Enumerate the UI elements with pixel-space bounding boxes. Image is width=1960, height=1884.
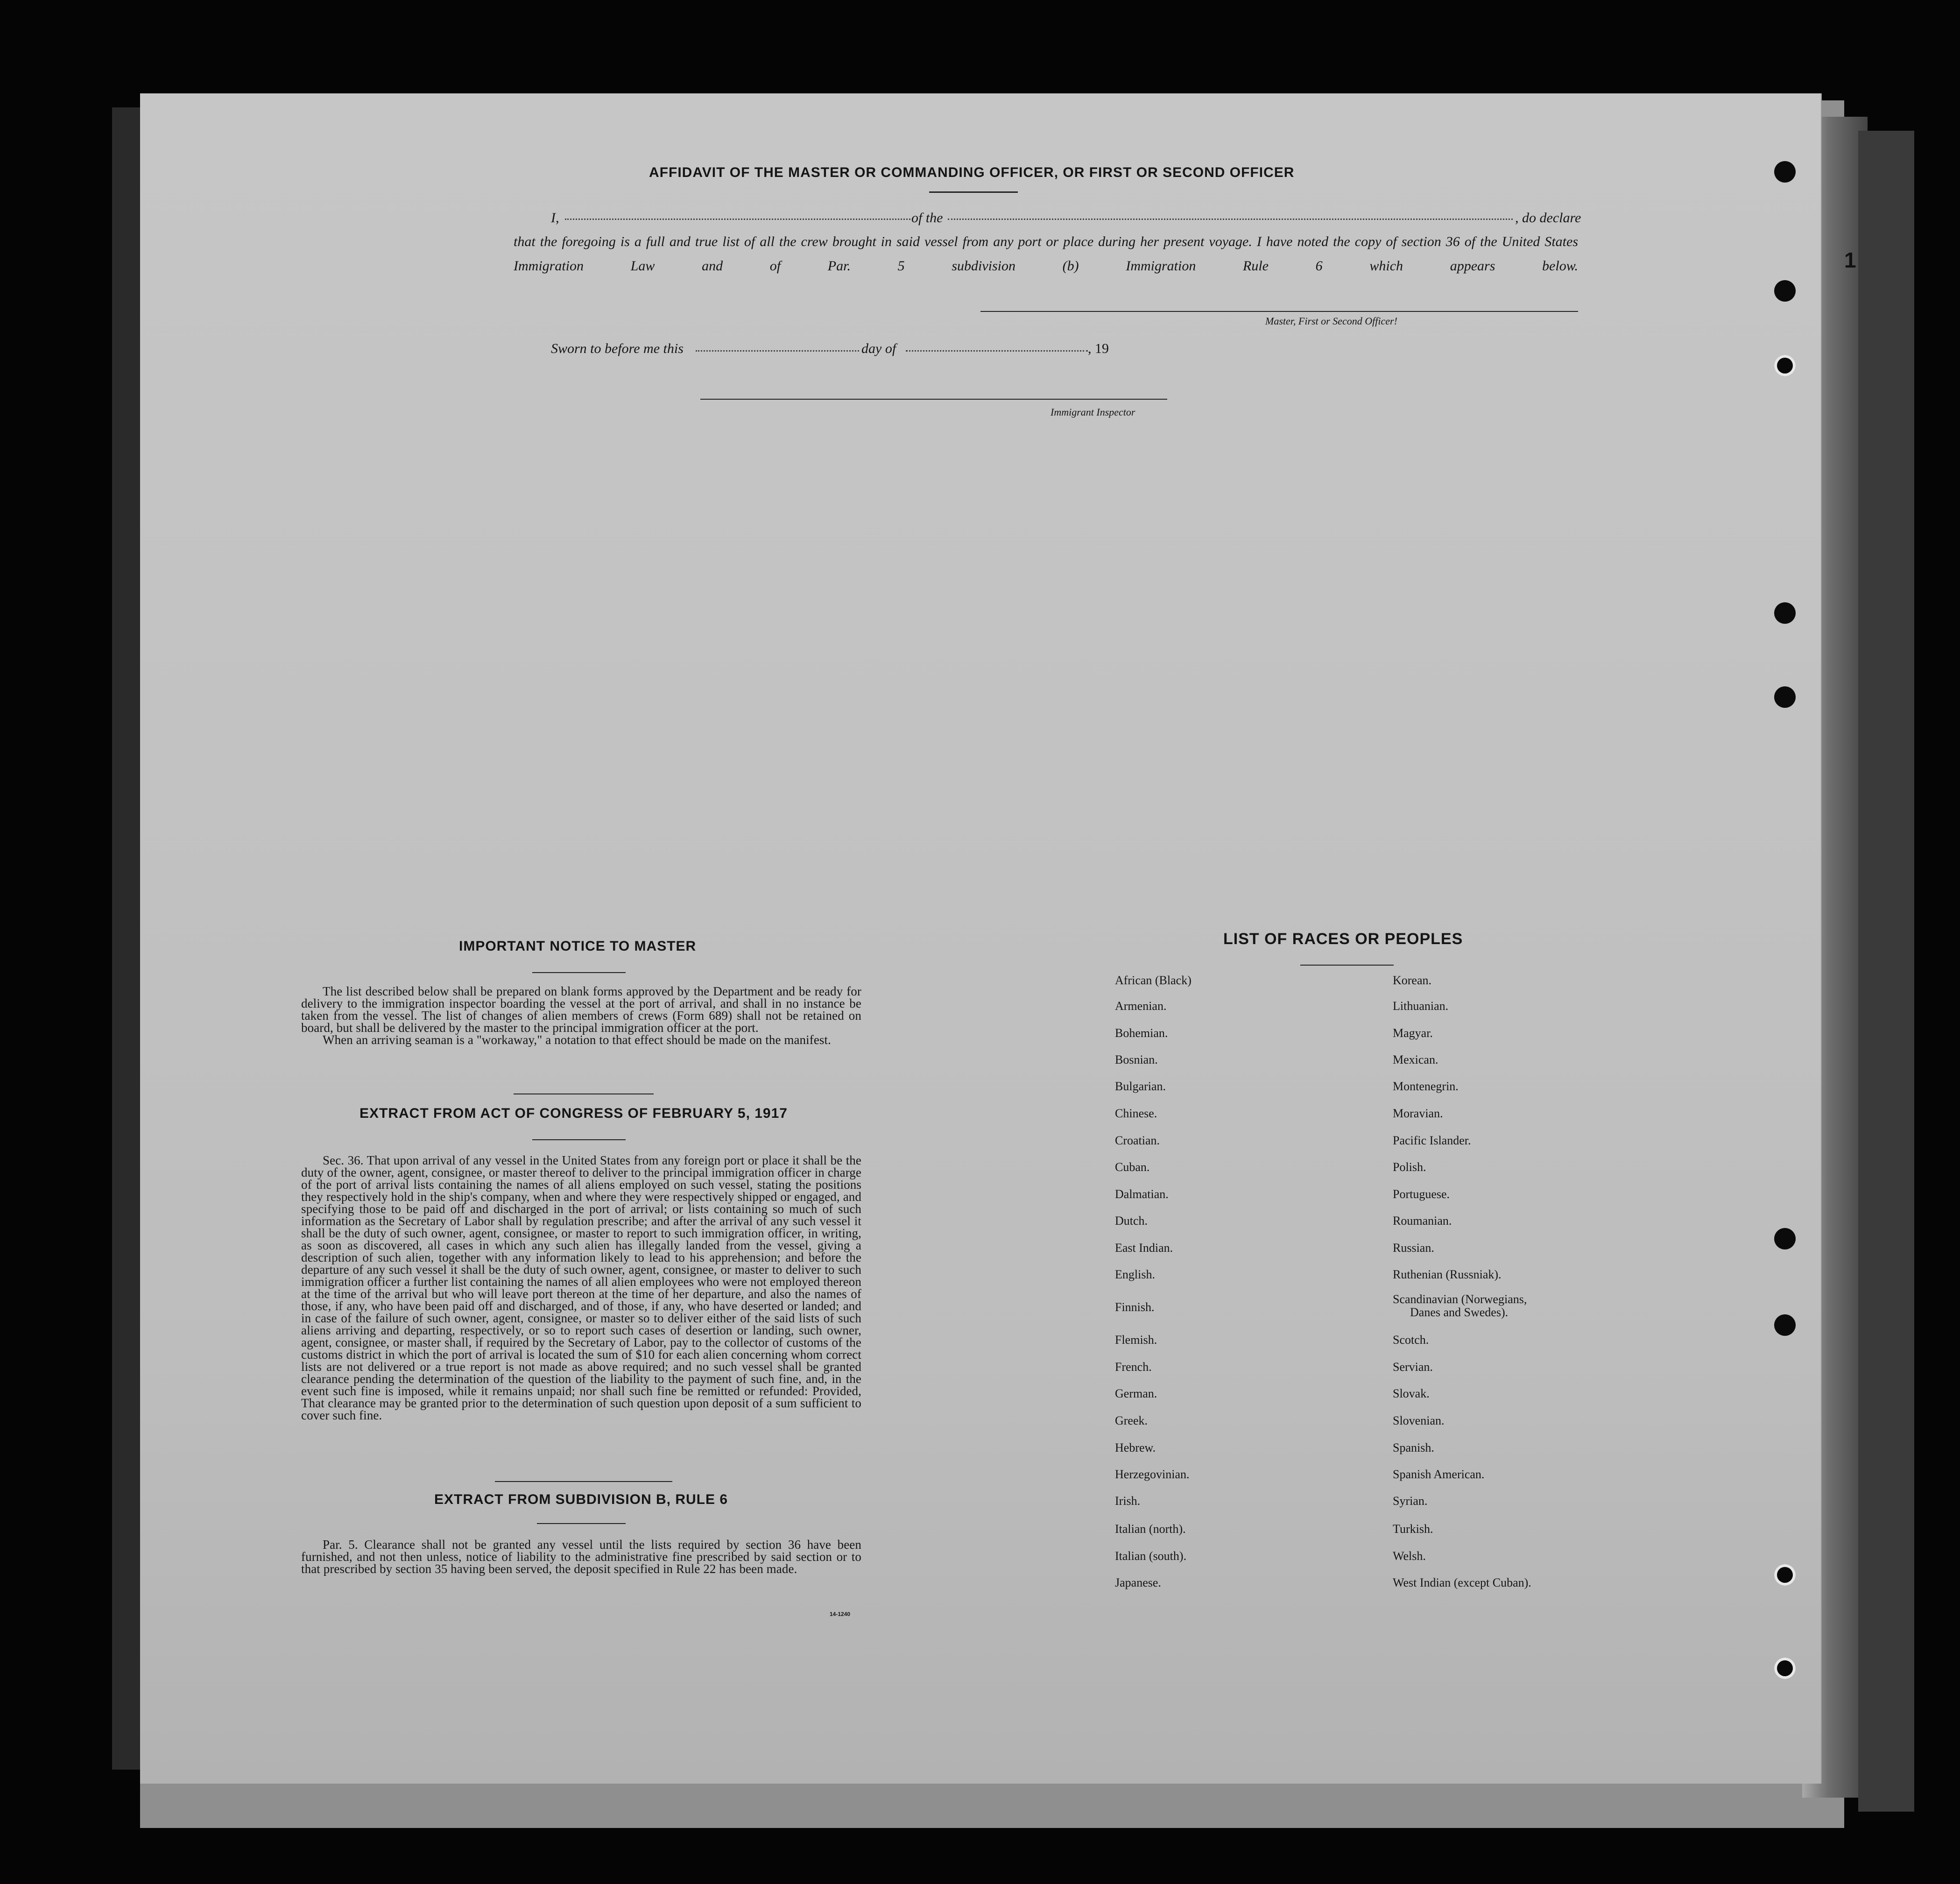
race-item: Spanish American. (1393, 1468, 1485, 1481)
race-item: Spanish. (1393, 1441, 1434, 1454)
binder-hole (1774, 280, 1796, 302)
race-item: Moravian. (1393, 1107, 1443, 1120)
race-item: Pacific Islander. (1393, 1134, 1471, 1147)
notice-title: IMPORTANT NOTICE TO MASTER (459, 938, 697, 954)
race-item: Ruthenian (Russniak). (1393, 1268, 1502, 1281)
race-item: Italian (south). (1115, 1549, 1187, 1563)
day-blank (696, 350, 859, 352)
race-item: Armenian. (1115, 999, 1167, 1013)
binder-hole (1774, 602, 1796, 624)
race-item: Scotch. (1393, 1333, 1429, 1347)
race-item: Magyar. (1393, 1026, 1433, 1040)
affidavit-title: AFFIDAVIT OF THE MASTER OR COMMANDING OFFICER, OR FIRST OR SECOND OFFICER (649, 165, 1295, 180)
act-extract-paragraph: Sec. 36. That upon arrival of any vessel in the United States from any foreign port or place it shall be the duty of the owner, agent, consignee, or master thereof to deliver to the principal immigration officer in charge of the port of arrival lists containing the names of all aliens employed on such vessel, stating the positions they respectively hold in the ship's company, when and where they were respectively shipped or engaged, and specifying those to be paid off and discharged in the port of arrival; or lists containing so much of such information as the Secretary of Labor shall by regulation prescribe; and after the arrival of any such vessel it shall be the duty of such owner, agent, consignee, or master to report to such immigration officer, in writing, as soon as discovered, all cases in which any such alien has illegally landed from the vessel, giving a description of such alien, together with any information likely to lead to his apprehension; and before the departure of any such vessel it shall be the duty of such owner, agent, consignee, or master to deliver to such immigration officer a further list containing the names of all alien employees who were not employed thereon at the time of the arrival but who will leave port thereon at the time of her departure, and also the names of those, if any, who have been paid off and discharged, and of those, if any, who have deserted or landed; and in case of the failure of such owner, agent, consignee, or master so to deliver either of the said lists of such aliens arriving and departing, respectively, or so to report such cases of desertion or landing, such owner, agent, consignee, or master shall, if required by the Secretary of Labor, pay to the collector of customs of the customs district in which the port of arrival is located the sum of $10 for each alien concerning whom correct lists are not delivered or a true report is not made as above required; and no such vessel shall be granted clearance pending the determination of the question of the liability to the payment of such fine, and, in the event such fine is imposed, while it remains unpaid; nor shall such fine be remitted or refunded: Provided, That clearance may be granted prior to the determination of such question upon deposit of a sum sufficient to cover such fine. (301, 1153, 861, 1422)
race-item: Irish. (1115, 1494, 1141, 1508)
race-item: French. (1115, 1360, 1152, 1374)
inspector-caption: Immigrant Inspector (1051, 406, 1135, 418)
race-item: Cuban. (1115, 1160, 1150, 1174)
race-item: Montenegrin. (1393, 1080, 1459, 1093)
title-rule (929, 191, 1018, 193)
races-title: LIST OF RACES OR PEOPLES (1223, 930, 1463, 948)
binder-hole (1774, 161, 1796, 183)
notice-text (301, 985, 861, 1046)
binder-hole (1774, 1658, 1796, 1679)
race-item: Mexican. (1393, 1053, 1438, 1066)
race-item: Turkish. (1393, 1522, 1433, 1536)
race-item: Danes and Swedes). (1410, 1305, 1509, 1319)
race-item: Bosnian. (1115, 1053, 1158, 1066)
rule-extract-paragraph: Par. 5. Clearance shall not be granted any vessel until the lists required by section 36 have been furnished, and not then unless, notice of liability to the administrative fine prescribed by said section or to that prescribed by section 35 having been served, the deposit specified in Rule 22 has been made. (301, 1538, 861, 1576)
binder-hole (1774, 1314, 1796, 1336)
race-item: Herzegovinian. (1115, 1468, 1190, 1481)
affidavit-body: that the foregoing is a full and true list of all the crew brought in said vessel from any port or place during her present voyage. I have noted the copy of section 36 of the United States Immigration Law and of Par. 5 subdivision (b) Immigration Rule 6 which appears below. (514, 234, 1578, 274)
race-item: Polish. (1393, 1160, 1426, 1174)
binder-hole (1774, 1228, 1796, 1249)
race-item: Chinese. (1115, 1107, 1157, 1120)
race-item: Welsh. (1393, 1549, 1426, 1563)
race-item: Hebrew. (1115, 1441, 1156, 1454)
master-signature-line (980, 311, 1578, 312)
rule-rule (537, 1523, 626, 1524)
race-item: Slovenian. (1393, 1414, 1445, 1427)
sworn-prefix: Sworn to before me this (551, 341, 684, 356)
binder-hole (1774, 1564, 1796, 1586)
race-item: Bulgarian. (1115, 1080, 1166, 1093)
binding-edge (112, 107, 140, 1770)
master-caption: Master, First or Second Officer! (1265, 315, 1397, 327)
race-item: Finnish. (1115, 1300, 1155, 1314)
race-item: East Indian. (1115, 1241, 1173, 1255)
race-item: West Indian (except Cuban). (1393, 1576, 1531, 1589)
race-item: Croatian. (1115, 1134, 1160, 1147)
act-extract-title: EXTRACT FROM ACT OF CONGRESS OF FEBRUARY 5, 1917 (360, 1106, 788, 1121)
affidavit-declare: , do declare (1515, 210, 1581, 226)
affidavit-of-the: of the (911, 210, 943, 226)
race-item: English. (1115, 1268, 1155, 1281)
race-item: Dutch. (1115, 1214, 1148, 1228)
race-item: African (Black) (1115, 974, 1192, 987)
year-prefix: , 19 (1088, 341, 1109, 356)
race-item: Greek. (1115, 1414, 1148, 1427)
affidavit-i: I, (551, 210, 559, 226)
race-item: Roumanian. (1393, 1214, 1452, 1228)
race-item: Lithuanian. (1393, 999, 1449, 1013)
race-item: Syrian. (1393, 1494, 1428, 1508)
notice-paragraph-1: The list described below shall be prepared on blank forms approved by the Department and be ready for delivery to the immigration inspector boarding the vessel at the port of arrival, and shall in no instance be taken from the vessel. The list of changes of alien members of crews (Form 689) shall not be retained on board, but shall be delivered by the master to the principal immigration officer at the port. (301, 984, 861, 1035)
notice-paragraph-2: When an arriving seaman is a "workaway," a notation to that effect should be made on the manifest. (323, 1033, 831, 1047)
form-number: 14-1240 (830, 1611, 851, 1617)
race-item: Portuguese. (1393, 1187, 1450, 1201)
outer-page-edge (1858, 131, 1914, 1812)
rule-extract-text (301, 1538, 861, 1575)
race-item: German. (1115, 1387, 1157, 1400)
race-item: Dalmatian. (1115, 1187, 1169, 1201)
document-page (140, 93, 1822, 1784)
race-item: Italian (north). (1115, 1522, 1186, 1536)
tab-marker: 1 (1844, 248, 1856, 272)
inspector-signature-line (700, 399, 1167, 400)
race-item: Servian. (1393, 1360, 1433, 1374)
binder-hole (1774, 355, 1796, 376)
act-extract-text (301, 1154, 861, 1421)
day-of: day of (861, 341, 896, 356)
race-item: Russian. (1393, 1241, 1434, 1255)
binder-hole (1774, 686, 1796, 708)
notice-rule (532, 972, 626, 973)
race-item: Scandinavian (Norwegians, (1393, 1292, 1527, 1306)
vessel-blank (948, 219, 1513, 220)
act-rule (532, 1139, 626, 1140)
race-item: Japanese. (1115, 1576, 1161, 1589)
race-item: Flemish. (1115, 1333, 1157, 1347)
rule-extract-title: EXTRACT FROM SUBDIVISION B, RULE 6 (434, 1492, 728, 1507)
race-item: Slovak. (1393, 1387, 1430, 1400)
races-rule (1300, 965, 1394, 966)
race-item: Korean. (1393, 974, 1432, 987)
race-item: Bohemian. (1115, 1026, 1168, 1040)
name-blank (565, 219, 910, 220)
month-blank (906, 350, 1088, 352)
section-rule (495, 1481, 672, 1482)
